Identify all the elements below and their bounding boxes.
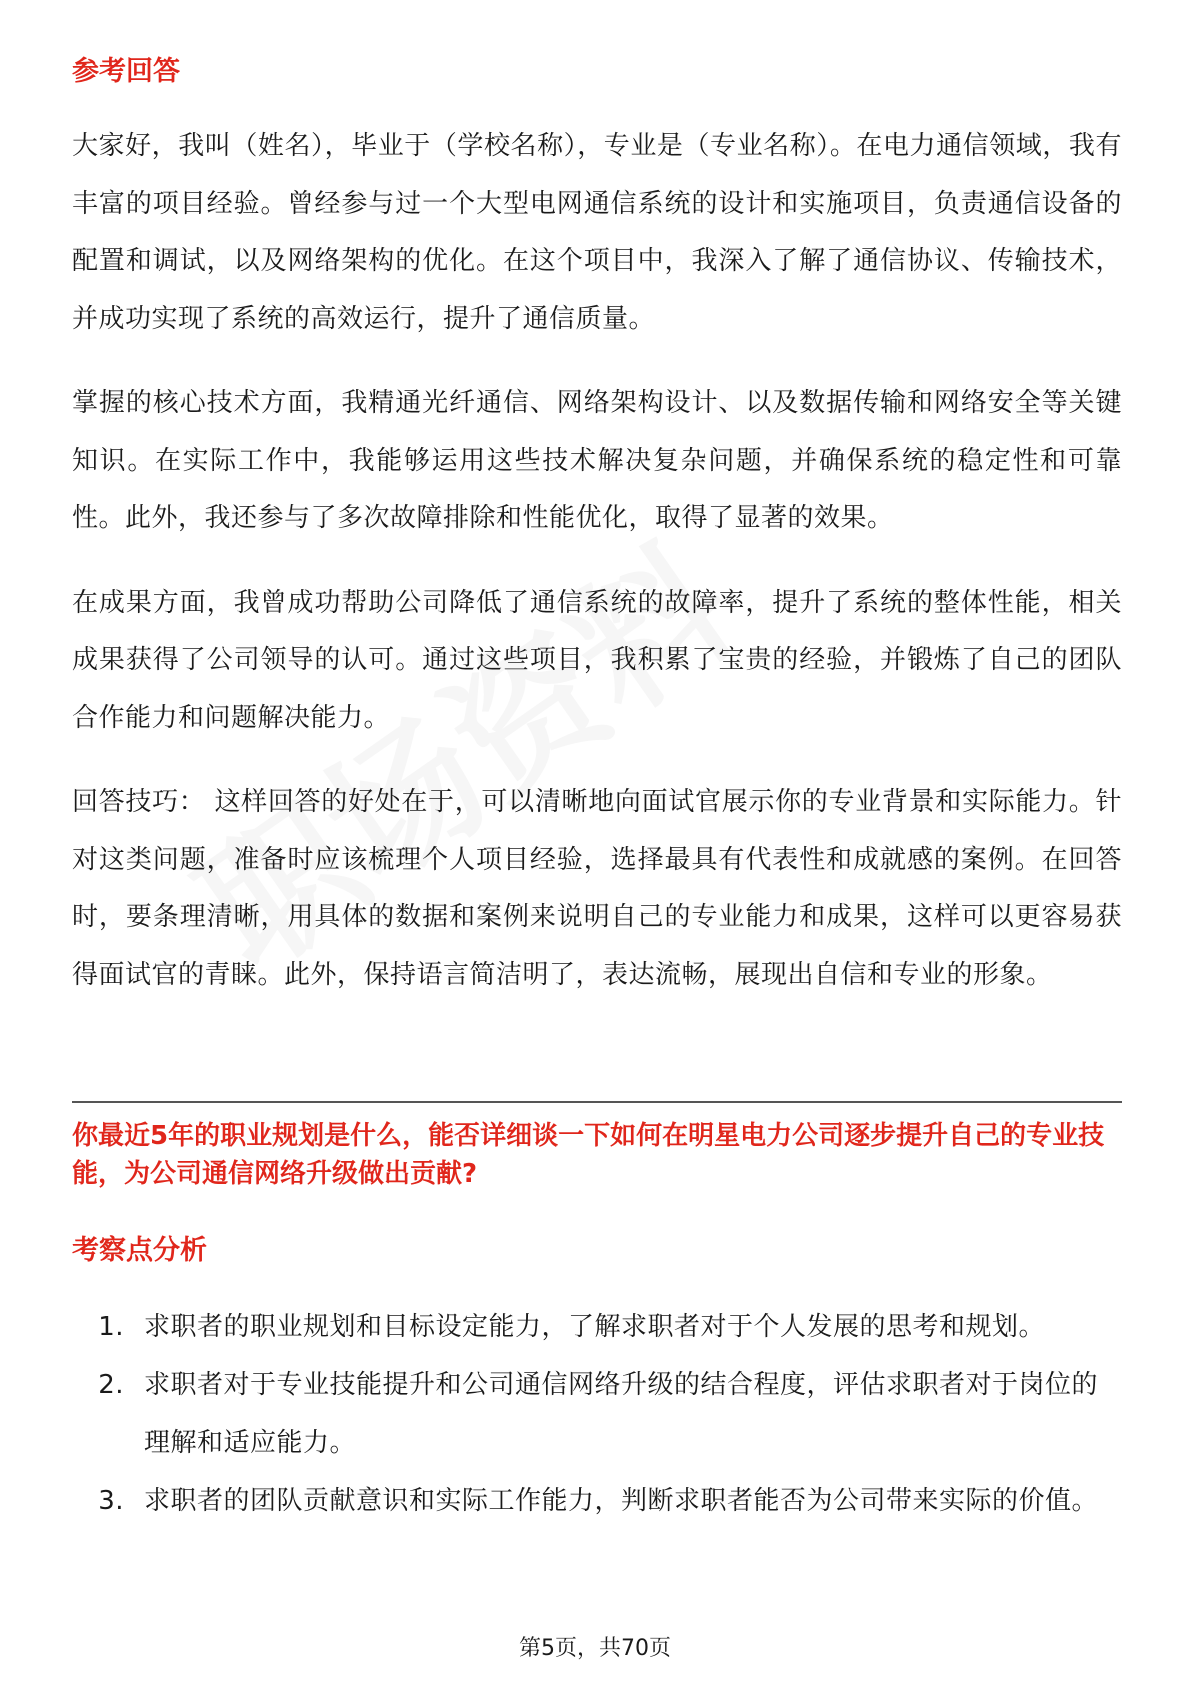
page-indicator: 第5页，共70页 <box>519 1636 671 1661</box>
analysis-list <box>72 1298 1122 1530</box>
list-item <box>72 1298 1122 1356</box>
list-item-text: 求职者的职业规划和目标设定能力，了解求职者对于个人发展的思考和规划。 <box>144 1312 1046 1342</box>
list-item <box>72 1472 1122 1530</box>
answer-body <box>72 118 1122 1031</box>
answer-label: 参考回答 <box>72 56 180 87</box>
list-item <box>72 1356 1122 1472</box>
list-item-number: 3. <box>98 1486 124 1516</box>
interview-question: 你最近5年的职业规划是什么，能否详细谈一下如何在明星电力公司逐步提升自己的专业技能，为公司通信网络升级做出贡献? <box>72 1121 1105 1189</box>
section-divider <box>72 1101 1122 1103</box>
analysis-label: 考察点分析 <box>72 1235 207 1266</box>
answer-tips-paragraph: 回答技巧： 这样回答的好处在于，可以清晰地向面试官展示你的专业背景和实际能力。针对这类问题，准备时应该梳理个人项目经验，选择最具有代表性和成就感的案例。在回答时，要条理清晰，用具体的数据和案例来说明自己的专业能力和成果，这样可以更容易获得面试官的青睐。此外，保持语言简洁明了，表达流畅，展现出自信和专业的形象。 <box>72 787 1122 990</box>
list-item-text: 求职者的团队贡献意识和实际工作能力，判断求职者能否为公司带来实际的价值。 <box>144 1486 1099 1516</box>
list-item-text: 求职者对于专业技能提升和公司通信网络升级的结合程度，评估求职者对于岗位的理解和适应能力。 <box>144 1370 1099 1458</box>
answer-paragraph: 在成果方面，我曾成功帮助公司降低了通信系统的故障率，提升了系统的整体性能，相关成果获得了公司领导的认可。通过这些项目，我积累了宝贵的经验，并锻炼了自己的团队合作能力和问题解决能力。 <box>72 587 1122 733</box>
list-item-number: 2. <box>98 1370 124 1400</box>
answer-paragraph: 掌握的核心技术方面，我精通光纤通信、网络架构设计、以及数据传输和网络安全等关键知识。在实际工作中，我能够运用这些技术解决复杂问题，并确保系统的稳定性和可靠性。此外，我还参与了多次故障排除和性能优化，取得了显著的效果。 <box>72 388 1122 533</box>
answer-paragraph: 大家好，我叫（姓名），毕业于（学校名称），专业是（专业名称）。在电力通信领域，我有丰富的项目经验。曾经参与过一个大型电网通信系统的设计和实施项目，负责通信设备的配置和调试，以及网络架构的优化。在这个项目中，我深入了解了通信协议、传输技术，并成功实现了系统的高效运行，提升了通信质量。 <box>72 131 1122 334</box>
list-item-number: 1. <box>98 1312 124 1342</box>
